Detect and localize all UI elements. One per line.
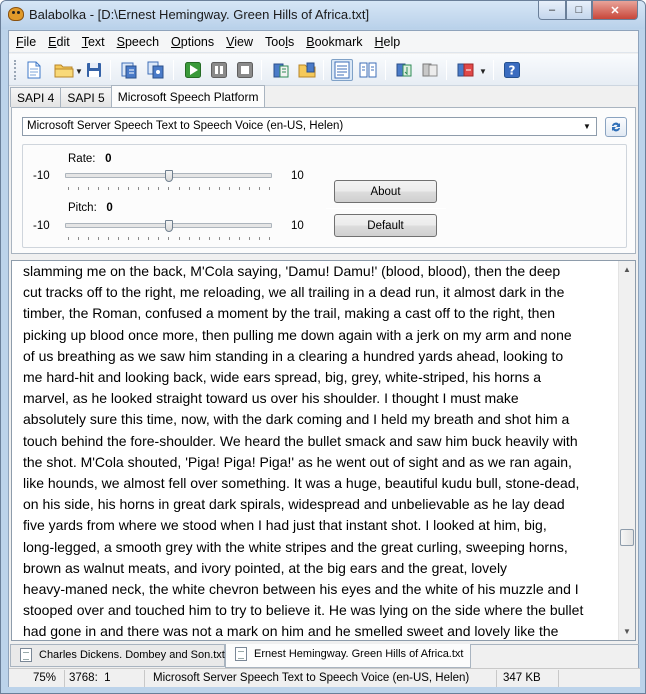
toolbar-separator [385,60,386,80]
rate-slider-thumb[interactable] [165,170,173,182]
menu-edit-mnemonic: E [48,34,57,49]
close-button[interactable]: ✕ [592,1,638,20]
menu-view-mnemonic: V [226,34,235,49]
menu-file-label: ile [23,34,37,49]
document-tabs [10,644,639,666]
doc-tab-green-hills[interactable] [225,644,471,668]
rate-max-label: 10 [291,170,304,182]
scrollbar-thumb[interactable] [620,529,634,546]
menu-tools[interactable] [260,35,299,49]
voice-engine-tabs [10,87,264,107]
status-empty [559,670,640,687]
read-files-icon[interactable] [296,59,318,81]
menu-text[interactable] [77,35,110,49]
toolbar-separator [173,60,174,80]
save-icon[interactable] [83,59,105,81]
menu-bookmark-label: ookmark [314,34,363,49]
open-dropdown-arrow-icon[interactable]: ▼ [75,67,83,76]
window-title: Balabolka - [D:\Ernest Hemingway. Green Hills of Africa.txt] [29,7,370,22]
toolbar-separator [323,60,324,80]
doc-tab-dombey[interactable] [10,645,225,667]
play-icon[interactable] [182,59,204,81]
text-file-icon [20,648,32,662]
menu-view[interactable] [221,35,258,49]
status-position [65,670,145,687]
title-bar[interactable] [1,1,645,29]
menu-help-mnemonic: H [374,34,384,49]
default-button[interactable]: Default [334,214,437,237]
voice-settings-panel [11,107,636,254]
text-file-icon [235,647,247,661]
menu-edit[interactable] [43,35,75,49]
chevron-down-icon[interactable]: ▼ [583,122,591,131]
status-size: 347 KB [497,670,559,687]
view-text-icon[interactable] [331,59,353,81]
toolbar-separator [446,60,447,80]
pitch-max-label: 10 [291,220,304,232]
rate-slider-ticks [68,187,270,191]
pitch-slider-thumb[interactable] [165,220,173,232]
menu-tools-prefix: Too [265,34,286,49]
read-clipboard-icon[interactable] [270,59,292,81]
rate-label [68,153,112,165]
menu-help[interactable] [370,35,406,49]
open-folder-icon[interactable] [53,59,75,81]
balabolka-app-icon[interactable] [8,7,24,21]
pitch-min-label: -10 [33,220,50,232]
menu-file[interactable] [11,35,41,49]
status-zoom: 75% [9,670,65,687]
tab-speech-platform[interactable]: Microsoft Speech Platform [111,85,266,107]
voice-select-value: Microsoft Server Speech Text to Speech Voice (en-US, Helen) [27,120,344,132]
new-document-icon[interactable] [23,59,45,81]
bookmark-add-icon[interactable] [393,59,415,81]
minimize-button[interactable]: – [538,1,566,20]
status-bar [9,668,640,687]
doc-tab-green-hills-label: Ernest Hemingway. Green Hills of Africa.txt [254,648,464,660]
convert-audio-icon[interactable] [118,59,140,81]
pause-icon[interactable] [208,59,230,81]
menu-bar [9,31,638,53]
menu-bookmark[interactable] [301,35,367,49]
rate-value: 0 [105,153,112,165]
rate-min-label: -10 [33,170,50,182]
svg-text:?: ? [508,63,516,78]
maximize-button[interactable]: □ [566,1,592,20]
menu-speech[interactable] [112,35,164,49]
rate-label-text: Rate: [68,153,96,165]
pitch-label [68,202,113,214]
menu-options-mnemonic: O [171,34,181,49]
menu-bookmark-mnemonic: B [306,34,315,49]
menu-file-mnemonic: F [16,34,24,49]
status-position-value: 3768: [69,672,98,684]
status-voice: Microsoft Server Speech Text to Speech Voice (en-US, Helen) [145,670,497,687]
about-button[interactable]: About [334,180,437,203]
refresh-voices-button[interactable] [605,117,627,137]
toolbar-separator [110,60,111,80]
client-area [8,30,639,687]
refresh-icon [609,121,623,133]
pitch-label-text: Pitch: [68,202,97,214]
menu-text-mnemonic: T [81,34,88,49]
menu-edit-label: dit [56,34,70,49]
text-editor[interactable] [11,260,636,641]
menu-help-label: elp [383,34,401,49]
tab-sapi4[interactable]: SAPI 4 [10,87,61,107]
bookmark-remove-icon[interactable] [419,59,441,81]
scroll-up-icon[interactable]: ▲ [623,265,631,274]
buttons-divider [326,208,446,209]
menu-view-label: iew [234,34,254,49]
toolbar [9,54,638,86]
spell-check-dropdown-arrow-icon[interactable]: ▼ [479,67,487,76]
toolbar-grip[interactable] [14,60,17,80]
menu-options-label: ptions [180,34,215,49]
menu-tools-suffix: s [287,34,295,49]
voice-select[interactable] [22,117,597,136]
spell-check-icon[interactable] [455,59,477,81]
toolbar-separator [261,60,262,80]
toolbar-separator [493,60,494,80]
menu-speech-mnemonic: S [116,34,125,49]
editor-text[interactable]: slamming me on the back, M'Cola saying, 'Damu! Damu!' (blood, blood), then the deep cut tracks off to the right, me reloading, we all trailing in a dead run, it almost dark in the timber, the Roman, confused a moment by the trail, making a cast off to the right, then picking up blood once more, then pulling me down again with a jerk on my arm and none of us breathing as we saw him standing in a clearing a hundred yards ahead, looking to me hard-hit and looking back, wide ears spread, big, grey, white-striped, his horns a marvel, as he looked straight toward us over his shoulder. I thought I must make absolutely sure this time, now, with the dark coming and I held my breath and shot him a touch behind the fore-shoulder. We heard the bullet smack and saw him buck heavily with the shot. M'Cola shouted, 'Piga! Piga! Piga!' as he went out of sight and as we ran again, like hounds, we almost fell over something. It was a huge, beautiful kudu bull, stone-dead, on his side, his horns in great dark spirals, widespread and unbelievable as he lay dead five yards from where we stood when I had just that instant shot. I looked at him, big, long-legged, a smooth grey with the white stripes and the great curling, sweeping horns, brown as walnut meats, and ivory pointed, at the big ears and the great, lovely heavy-maned neck, the white chevron between his eyes and the white of his muzzle and I stooped over and touched him to try to believe it. He was lying on the side where the bullet had gone in and there was not a mark on him and he smelled sweet and lovely like the [23,263,584,640]
help-icon[interactable] [501,59,523,81]
vertical-scrollbar[interactable] [618,261,635,640]
stop-icon[interactable] [234,59,256,81]
menu-text-label: ext [87,34,105,49]
pitch-value: 0 [106,202,113,214]
doc-tab-dombey-label: Charles Dickens. Dombey and Son.txt [39,649,225,661]
menu-options[interactable] [166,35,219,49]
scroll-down-icon[interactable]: ▼ [623,627,631,636]
tab-sapi5[interactable]: SAPI 5 [60,87,111,107]
pitch-slider-ticks [68,237,270,241]
menu-speech-label: peech [124,34,160,49]
voice-parameters-group [22,144,627,248]
view-doc-icon[interactable] [357,59,379,81]
menu-tools-mnemonic: l [285,34,288,49]
convert-batch-icon[interactable] [145,59,167,81]
status-line-value: 1 [104,672,111,684]
